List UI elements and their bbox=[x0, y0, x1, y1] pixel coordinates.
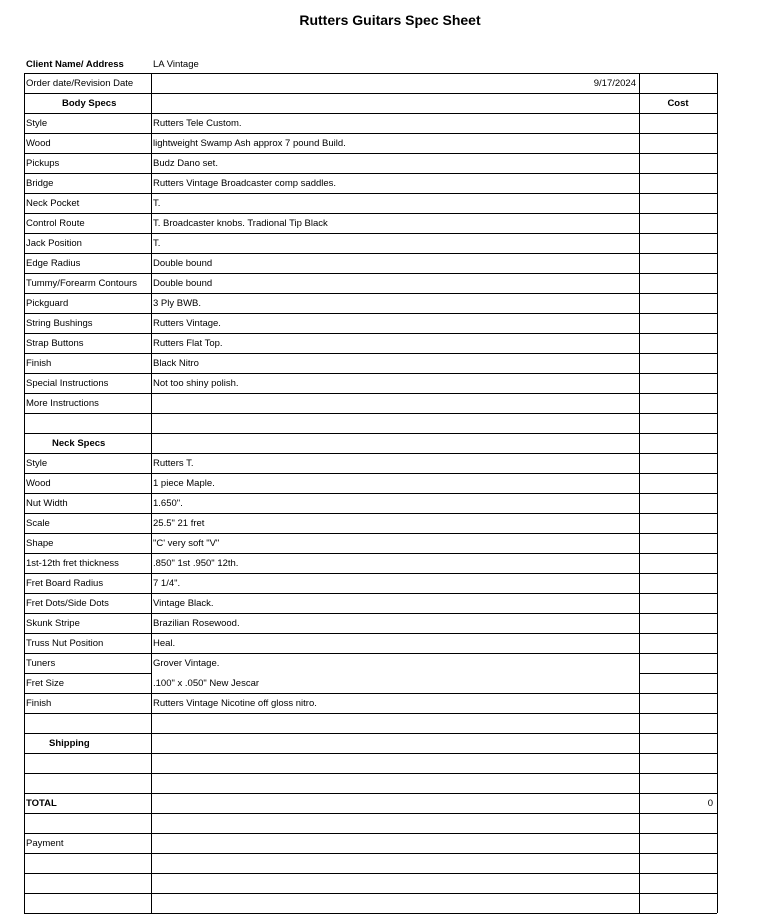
grid-line-h bbox=[24, 373, 717, 374]
neck-spec-label: Fret Size bbox=[26, 678, 65, 689]
body-specs-heading: Body Specs bbox=[62, 98, 117, 109]
grid-line-h bbox=[24, 753, 717, 754]
neck-specs-heading: Neck Specs bbox=[52, 438, 106, 449]
page-title: Rutters Guitars Spec Sheet bbox=[299, 12, 481, 28]
grid-line-h bbox=[24, 673, 151, 674]
grid-line-h bbox=[24, 873, 717, 874]
grid-line-h bbox=[24, 613, 717, 614]
total-label: TOTAL bbox=[26, 798, 57, 809]
body-spec-value: Rutters Vintage. bbox=[153, 318, 221, 329]
neck-spec-label: Scale bbox=[26, 518, 50, 529]
body-spec-label: Pickguard bbox=[26, 298, 69, 309]
grid-line-h bbox=[24, 433, 717, 434]
grid-line-v bbox=[24, 73, 25, 913]
neck-spec-value: Rutters T. bbox=[153, 458, 194, 469]
body-spec-value: 3 Ply BWB. bbox=[153, 298, 202, 309]
neck-spec-label: Tuners bbox=[26, 658, 56, 669]
body-spec-label: String Bushings bbox=[26, 318, 93, 329]
grid-line-h bbox=[24, 573, 717, 574]
grid-line-h bbox=[24, 173, 717, 174]
client-label: Client Name/ Address bbox=[26, 59, 124, 70]
body-spec-value: Black Nitro bbox=[153, 358, 199, 369]
grid-line-h bbox=[24, 113, 717, 114]
neck-spec-value: 1 piece Maple. bbox=[153, 478, 215, 489]
neck-spec-value: 7 1/4". bbox=[153, 578, 181, 589]
neck-spec-value: .100" x .050" New Jescar bbox=[153, 678, 260, 689]
neck-spec-label: Truss Nut Position bbox=[26, 638, 104, 649]
grid-line-h bbox=[24, 313, 717, 314]
body-spec-label: Wood bbox=[26, 138, 51, 149]
body-spec-label: Control Route bbox=[26, 218, 85, 229]
grid-line-h bbox=[24, 473, 717, 474]
grid-line-h bbox=[24, 553, 717, 554]
grid-line-h bbox=[24, 153, 717, 154]
grid-line-v bbox=[639, 73, 640, 913]
grid-line-h bbox=[24, 213, 717, 214]
grid-line-h bbox=[24, 833, 717, 834]
order-date-value: 9/17/2024 bbox=[593, 78, 636, 89]
neck-spec-label: Wood bbox=[26, 478, 51, 489]
grid-line-h bbox=[24, 593, 717, 594]
grid-line-h bbox=[24, 273, 717, 274]
body-spec-value: Rutters Vintage Broadcaster comp saddles. bbox=[153, 178, 337, 189]
grid-line-h bbox=[24, 73, 717, 74]
grid-line-h bbox=[24, 773, 717, 774]
grid-line-h bbox=[24, 913, 717, 914]
grid-line-h bbox=[24, 653, 717, 654]
body-spec-value: T. bbox=[153, 198, 161, 209]
neck-spec-label: Finish bbox=[26, 698, 52, 709]
body-spec-label: Tummy/Forearm Contours bbox=[26, 278, 138, 289]
body-spec-label: Jack Position bbox=[26, 238, 82, 249]
neck-spec-label: Shape bbox=[26, 538, 54, 549]
grid-line-h bbox=[639, 673, 717, 674]
body-spec-label: Special Instructions bbox=[26, 378, 109, 389]
body-spec-label: Pickups bbox=[26, 158, 60, 169]
shipping-heading: Shipping bbox=[49, 738, 90, 749]
body-spec-value: T. bbox=[153, 238, 161, 249]
body-spec-label: Style bbox=[26, 118, 48, 129]
body-spec-value: Double bound bbox=[153, 258, 213, 269]
body-spec-value: Rutters Flat Top. bbox=[153, 338, 223, 349]
payment-label: Payment bbox=[26, 838, 64, 849]
body-spec-value: Not too shiny polish. bbox=[153, 378, 239, 389]
grid-line-h bbox=[24, 293, 717, 294]
grid-line-h bbox=[24, 353, 717, 354]
grid-line-h bbox=[24, 193, 717, 194]
neck-spec-value: 1.650". bbox=[153, 498, 183, 509]
grid-line-h bbox=[24, 413, 717, 414]
cost-heading: Cost bbox=[667, 98, 689, 109]
grid-line-h bbox=[24, 453, 717, 454]
grid-line-h bbox=[24, 793, 717, 794]
body-spec-value: T. Broadcaster knobs. Tradional Tip Black bbox=[153, 218, 328, 229]
neck-spec-value: Brazilian Rosewood. bbox=[153, 618, 240, 629]
grid-line-h bbox=[24, 853, 717, 854]
grid-line-v bbox=[717, 73, 718, 913]
grid-line-h bbox=[24, 393, 717, 394]
grid-line-h bbox=[24, 493, 717, 494]
grid-line-h bbox=[24, 633, 717, 634]
grid-line-h bbox=[24, 253, 717, 254]
grid-line-h bbox=[24, 333, 717, 334]
body-spec-value: Budz Dano set. bbox=[153, 158, 218, 169]
grid-line-h bbox=[24, 513, 717, 514]
grid-line-h bbox=[24, 533, 717, 534]
neck-spec-value: Grover Vintage. bbox=[153, 658, 220, 669]
body-spec-value: Double bound bbox=[153, 278, 213, 289]
total-value: 0 bbox=[707, 798, 713, 809]
body-spec-label: Edge Radius bbox=[26, 258, 81, 269]
neck-spec-label: Fret Board Radius bbox=[26, 578, 104, 589]
neck-spec-label: Skunk Stripe bbox=[26, 618, 80, 629]
grid-line-h bbox=[24, 693, 717, 694]
body-spec-label: Finish bbox=[26, 358, 52, 369]
body-spec-label: Bridge bbox=[26, 178, 54, 189]
order-date-label: Order date/Revision Date bbox=[26, 78, 134, 89]
neck-spec-value: .850" 1st .950" 12th. bbox=[153, 558, 239, 569]
body-spec-value: Rutters Tele Custom. bbox=[153, 118, 242, 129]
neck-spec-value: Heal. bbox=[153, 638, 176, 649]
grid-line-h bbox=[24, 133, 717, 134]
neck-spec-value: Vintage Black. bbox=[153, 598, 214, 609]
neck-spec-label: Style bbox=[26, 458, 48, 469]
grid-line-h bbox=[24, 713, 717, 714]
neck-spec-value: "C' very soft "V" bbox=[153, 538, 220, 549]
body-spec-label: More Instructions bbox=[26, 398, 99, 409]
grid-line-h bbox=[24, 233, 717, 234]
grid-line-v bbox=[151, 73, 152, 913]
grid-line-h bbox=[24, 813, 717, 814]
body-spec-label: Strap Buttons bbox=[26, 338, 84, 349]
neck-spec-label: Nut Width bbox=[26, 498, 68, 509]
client-value: LA Vintage bbox=[153, 59, 199, 70]
neck-spec-value: 25.5" 21 fret bbox=[153, 518, 205, 529]
body-spec-label: Neck Pocket bbox=[26, 198, 80, 209]
grid-line-h bbox=[24, 733, 717, 734]
grid-line-h bbox=[24, 893, 717, 894]
neck-spec-label: Fret Dots/Side Dots bbox=[26, 598, 109, 609]
body-spec-value: lightweight Swamp Ash approx 7 pound Build. bbox=[153, 138, 346, 149]
grid-line-h bbox=[24, 93, 717, 94]
neck-spec-value: Rutters Vintage Nicotine off gloss nitro. bbox=[153, 698, 317, 709]
neck-spec-label: 1st-12th fret thickness bbox=[26, 558, 119, 569]
